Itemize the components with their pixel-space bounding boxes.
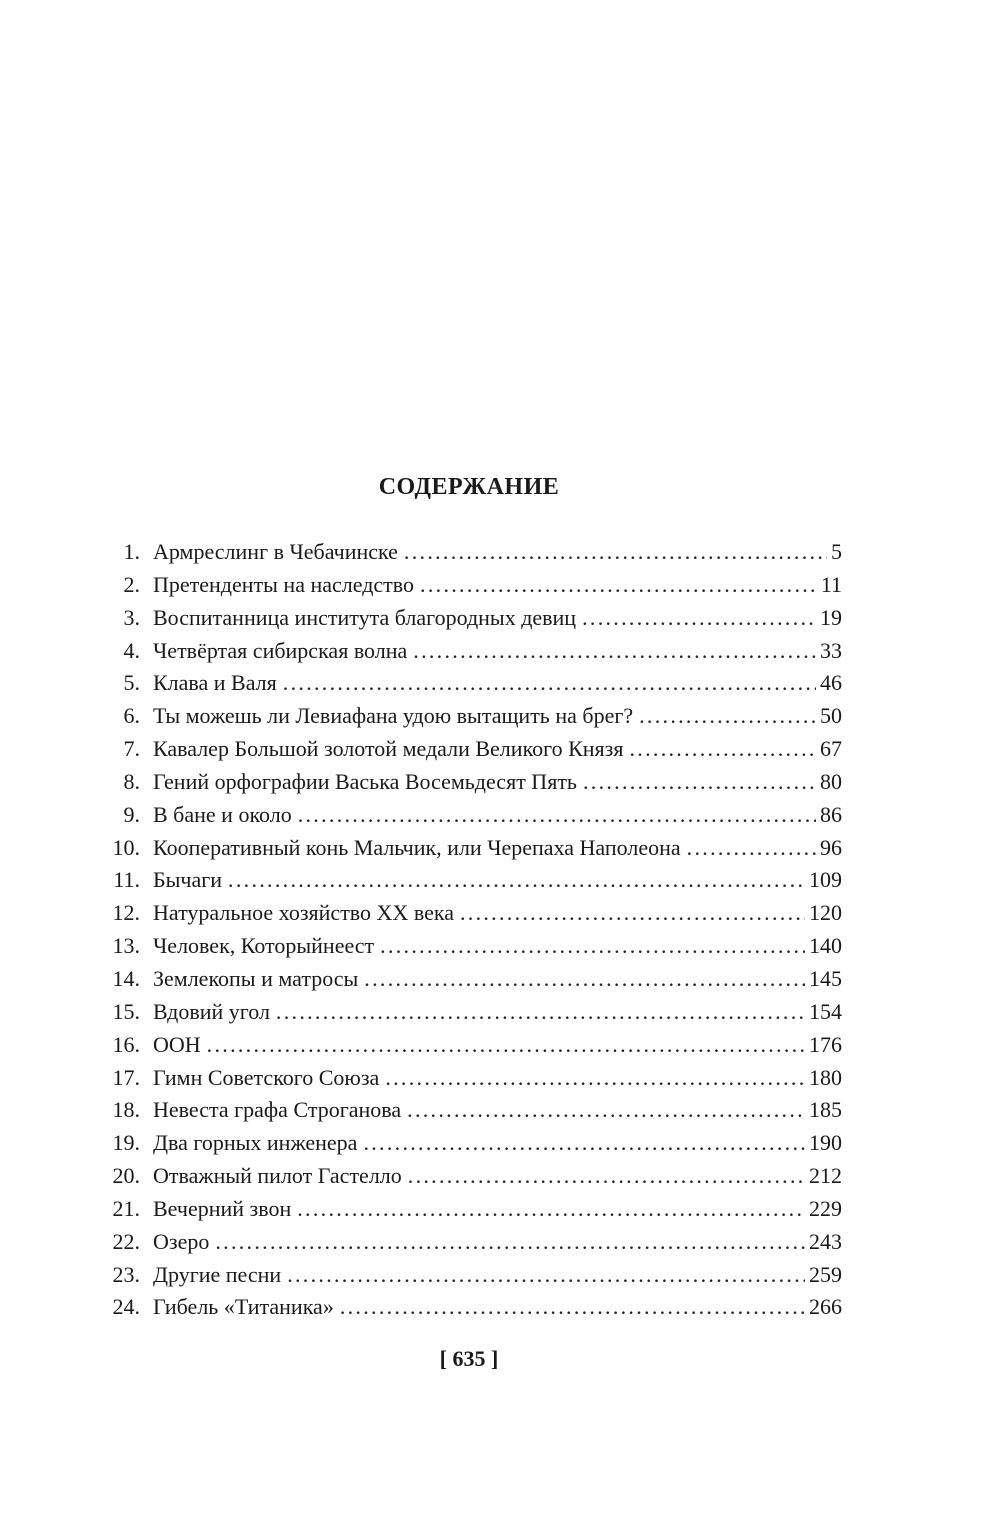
toc-entry — [100, 1291, 842, 1324]
table-of-contents — [100, 536, 842, 1324]
entry-page: 212 — [809, 1163, 842, 1189]
entry-number: 10. — [112, 834, 140, 860]
entry-page: 19 — [820, 604, 842, 630]
entry-number: 4. — [123, 637, 140, 663]
dot-leader — [687, 832, 816, 865]
entry-title: ООН — [153, 1031, 201, 1057]
entry-number: 13. — [112, 933, 140, 959]
entry-number: 8. — [123, 768, 140, 794]
entry-title: Претенденты на наследство — [153, 571, 415, 597]
entry-number: 12. — [112, 900, 140, 926]
toc-entry — [100, 799, 842, 832]
toc-entry — [100, 635, 842, 668]
entry-page: 243 — [809, 1228, 842, 1254]
entry-number: 6. — [123, 703, 140, 729]
entry-number: 23. — [112, 1261, 140, 1287]
entry-number: 16. — [112, 1031, 140, 1057]
dot-leader — [407, 1094, 805, 1127]
entry-page: 140 — [809, 933, 842, 959]
dot-leader — [380, 930, 805, 963]
entry-page: 266 — [809, 1294, 842, 1320]
entry-title: Кооперативный конь Мальчик, или Черепаха Наполеона — [153, 834, 681, 860]
dot-leader — [420, 569, 817, 602]
entry-title: Кавалер Большой золотой медали Великого Князя — [153, 736, 624, 762]
entry-number: 5. — [123, 670, 140, 696]
dot-leader — [283, 667, 816, 700]
toc-entry — [100, 700, 842, 733]
entry-page: 86 — [820, 801, 842, 827]
entry-number: 24. — [112, 1294, 140, 1320]
entry-number: 9. — [123, 801, 140, 827]
dot-leader — [413, 635, 816, 668]
dot-leader — [340, 1291, 805, 1324]
dot-leader — [228, 864, 805, 897]
entry-page: 154 — [809, 998, 842, 1024]
entry-page: 33 — [820, 637, 842, 663]
entry-number: 18. — [112, 1097, 140, 1123]
toc-entry — [100, 602, 842, 635]
toc-entry — [100, 536, 842, 569]
toc-entry — [100, 1094, 842, 1127]
entry-title: Бычаги — [153, 867, 223, 893]
toc-entry — [100, 733, 842, 766]
entry-title: Гибель «Титаника» — [153, 1294, 334, 1320]
entry-number: 17. — [112, 1064, 140, 1090]
toc-entry — [100, 1127, 842, 1160]
entry-number: 3. — [123, 604, 140, 630]
page-title: СОДЕРЖАНИЕ — [378, 474, 560, 500]
toc-entry — [100, 1226, 842, 1259]
entry-page: 185 — [809, 1097, 842, 1123]
entry-number: 19. — [112, 1130, 140, 1156]
entry-title: Озеро — [153, 1228, 210, 1254]
dot-leader — [385, 1062, 805, 1095]
entry-page: 80 — [820, 768, 842, 794]
entry-page: 46 — [820, 670, 842, 696]
toc-entry — [100, 930, 842, 963]
entry-title: Армреслинг в Чебачинске — [153, 539, 398, 564]
entry-page: 145 — [809, 965, 842, 991]
entry-title: Вдовий угол — [153, 998, 270, 1024]
entry-number: 1. — [123, 539, 140, 564]
dot-leader — [298, 799, 816, 832]
entry-title: Воспитанница института благородных девиц — [153, 604, 577, 630]
entry-page: 5 — [831, 539, 842, 564]
dot-leader — [630, 733, 817, 766]
dot-leader — [404, 536, 827, 569]
entry-title: Землекопы и матросы — [153, 965, 359, 991]
toc-entry — [100, 996, 842, 1029]
dot-leader — [583, 766, 816, 799]
dot-leader — [207, 1029, 805, 1062]
entry-page: 120 — [809, 900, 842, 926]
entry-page: 50 — [820, 703, 842, 729]
entry-title: Другие песни — [153, 1261, 282, 1287]
entry-page: 190 — [809, 1130, 842, 1156]
dot-leader — [363, 1127, 805, 1160]
toc-entry — [100, 832, 842, 865]
dot-leader — [287, 1259, 805, 1292]
entry-title: Натуральное хозяйство XX века — [153, 900, 454, 926]
toc-entry — [100, 1029, 842, 1062]
toc-entry — [100, 1062, 842, 1095]
page-number: [ 635 ] — [439, 1346, 499, 1371]
dot-leader — [276, 996, 805, 1029]
entry-page: 67 — [820, 736, 842, 762]
dot-leader — [582, 602, 816, 635]
dot-leader — [297, 1193, 805, 1226]
entry-number: 11. — [113, 867, 140, 893]
toc-entry — [100, 864, 842, 897]
entry-number: 2. — [123, 571, 140, 597]
entry-title: В бане и около — [153, 801, 292, 827]
dot-leader — [460, 897, 805, 930]
entry-title: Вечерний звон — [153, 1195, 292, 1221]
entry-title: Клава и Валя — [153, 670, 277, 696]
entry-number: 21. — [112, 1195, 140, 1221]
toc-entry — [100, 897, 842, 930]
toc-entry — [100, 569, 842, 602]
entry-number: 20. — [112, 1163, 140, 1189]
toc-entry — [100, 1160, 842, 1193]
toc-entry — [100, 1259, 842, 1292]
entry-page: 96 — [820, 834, 842, 860]
entry-title: Ты можешь ли Левиафана удою вытащить на брег? — [153, 703, 634, 729]
entry-title: Два горных инженера — [153, 1130, 358, 1156]
entry-number: 22. — [112, 1228, 140, 1254]
toc-entry — [100, 963, 842, 996]
entry-page: 259 — [809, 1261, 842, 1287]
entry-title: Человек, Которыйнеест — [153, 933, 375, 959]
entry-page: 176 — [809, 1031, 842, 1057]
entry-title: Невеста графа Строганова — [153, 1097, 402, 1123]
entry-title: Гений орфографии Васька Восемьдесят Пять — [153, 768, 577, 794]
entry-title: Гимн Советского Союза — [153, 1064, 380, 1090]
entry-page: 11 — [820, 571, 842, 597]
toc-entry — [100, 667, 842, 700]
dot-leader — [408, 1160, 805, 1193]
entry-title: Отважный пилот Гастелло — [153, 1163, 402, 1189]
dot-leader — [639, 700, 816, 733]
entry-title: Четвёртая сибирская волна — [153, 637, 408, 663]
toc-entry — [100, 766, 842, 799]
entry-page: 109 — [809, 867, 842, 893]
dot-leader — [215, 1226, 805, 1259]
toc-entry — [100, 1193, 842, 1226]
entry-number: 14. — [112, 965, 140, 991]
entry-number: 15. — [112, 998, 140, 1024]
entry-page: 229 — [809, 1195, 842, 1221]
entry-number: 7. — [123, 736, 140, 762]
dot-leader — [364, 963, 805, 996]
entry-page: 180 — [809, 1064, 842, 1090]
